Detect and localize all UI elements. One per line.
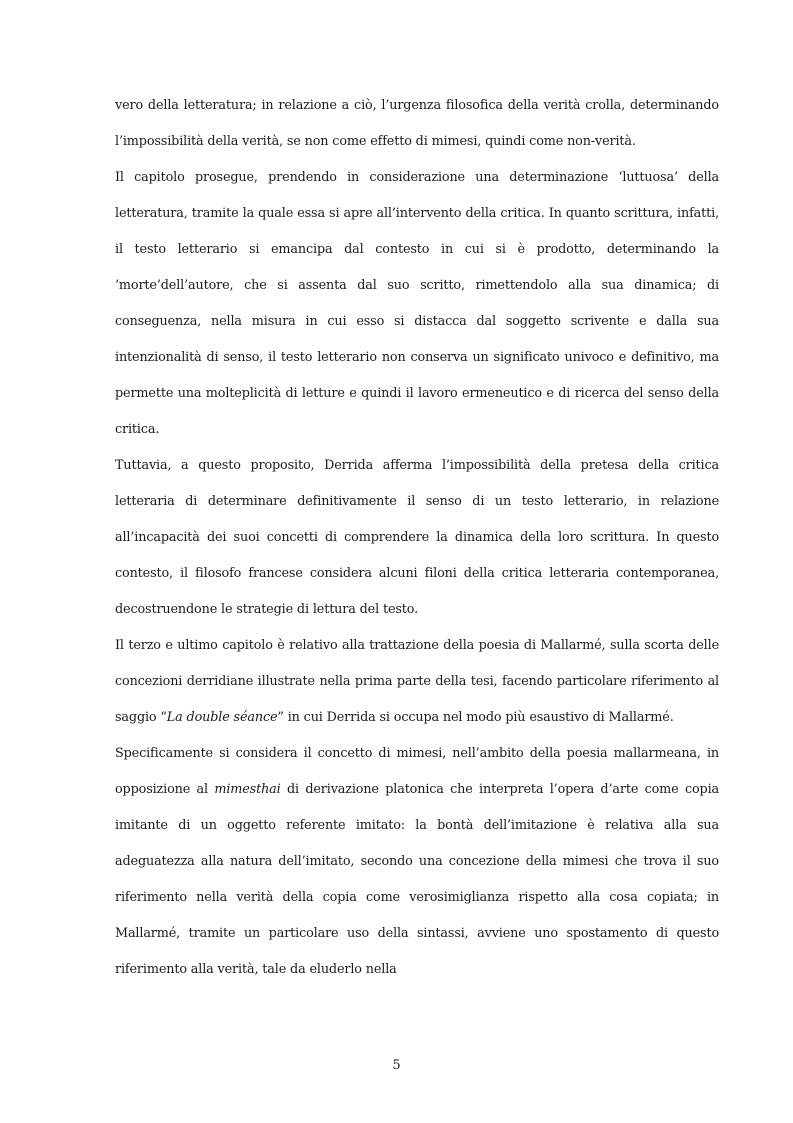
paragraph-1 — [115, 160, 719, 448]
paragraph-2 — [115, 448, 719, 628]
text-run: Specificamente si considera il concetto di mimesi, nell’ambito della poesia mallarmeana, in opposizione al — [115, 746, 719, 797]
page-number: 5 — [392, 1058, 401, 1073]
text-run: ” in cui Derrida si occupa nel modo più esaustivo di Mallarmé. — [277, 710, 674, 725]
italic-text: mimesthai — [214, 782, 281, 797]
text-run: Il terzo e ultimo capitolo è relativo alla trattazione della poesia di Mallarmé, sulla scorta delle concezioni derridiane illustrate nella prima parte della tesi, facendo particolare riferimento al saggio “ — [115, 638, 719, 725]
text-run: vero della letteratura; in relazione a ciò, l’urgenza filosofica della verità crolla, determinando l’impossibilità della verità, se non come effetto di mimesi, quindi come non-verità. — [115, 98, 719, 149]
paragraph-0 — [115, 88, 719, 160]
text-run: Tuttavia, a questo proposito, Derrida afferma l’impossibilità della pretesa della critica letteraria di determinare definitivamente il senso di un testo letterario, in relazione all’incapacità dei suoi concetti di comprendere la dinamica della loro scrittura. In questo contesto, il filosofo francese considera alcuni filoni della critica letteraria contemporanea, decostruendone le strategie di lettura del testo. — [115, 458, 719, 617]
body-text — [115, 88, 719, 988]
paragraph-4 — [115, 736, 719, 988]
paragraph-3 — [115, 628, 719, 736]
italic-text: La double séance — [166, 710, 278, 725]
text-run: di derivazione platonica che interpreta l’opera d’arte come copia imitante di un oggetto referente imitato: la bontà dell’imitazione è relativa alla sua adeguatezza alla natura dell’imitato, secondo una concezione della mimesi che trova il suo riferimento nella verità della copia come verosimiglianza rispetto alla cosa copiata; in Mallarmé, tramite un particolare uso della sintassi, avviene uno spostamento di questo riferimento alla verità, tale da eluderlo nella — [115, 782, 719, 977]
text-run: Il capitolo prosegue, prendendo in considerazione una determinazione ‘luttuosa’ della letteratura, tramite la quale essa si apre all’intervento della critica. In quanto scrittura, infatti, il testo letterario si emancipa dal contesto in cui si è prodotto, determinando la ‘morte’dell’autore, che si assenta dal suo scritto, rimettendolo alla sua dinamica; di conseguenza, nella misura in cui esso si distacca dal soggetto scrivente e dalla sua intenzionalità di senso, il testo letterario non conserva un significato univoco e definitivo, ma permette una molteplicità di letture e quindi il lavoro ermeneutico e di ricerca del senso della critica. — [115, 170, 719, 437]
